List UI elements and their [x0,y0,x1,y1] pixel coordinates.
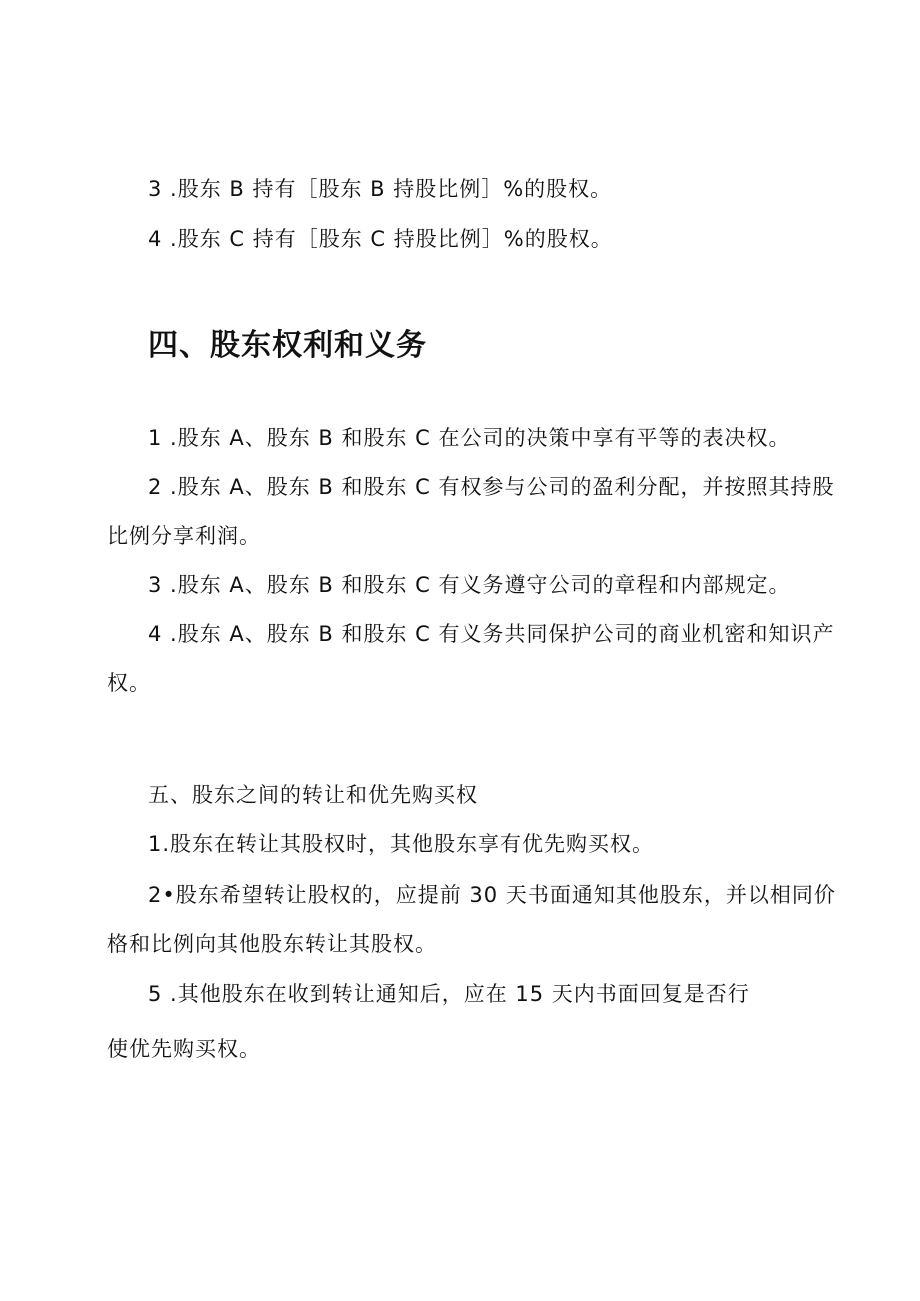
section4-item-1: 1 .股东 A、股东 B 和股东 C 在公司的决策中享有平等的表决权。 [148,426,791,450]
section5-item-5: 5 .其他股东在收到转让通知后，应在 15 天内书面回复是否行 [148,982,750,1006]
section5-heading: 五、股东之间的转让和优先购买权 [148,783,478,807]
section5-item-5-cont: 使优先购买权。 [107,1037,261,1061]
section4-item-3: 3 .股东 A、股东 B 和股东 C 有义务遵守公司的章程和内部规定。 [148,573,791,597]
section5-item-1: 1.股东在转让其股权时，其他股东享有优先购买权。 [148,832,655,856]
section4-item-4: 4 .股东 A、股东 B 和股东 C 有义务共同保护公司的商业机密和知识产 [148,622,835,646]
section4-item-2: 2 .股东 A、股东 B 和股东 C 有权参与公司的盈利分配，并按照其持股 [148,475,835,499]
section5-item-2: 2•股东希望转让股权的，应提前 30 天书面通知其他股东，并以相同价 [148,883,836,907]
section4-item-2-cont: 比例分享利润。 [107,524,261,548]
section4-heading: 四、股东权利和义务 [148,328,427,363]
section4-item-4-cont: 权。 [107,671,151,695]
list-item-shareholder-b: 3 .股东 B 持有［股东 B 持股比例］%的股权。 [148,177,613,201]
section5-item-2-cont: 格和比例向其他股东转让其股权。 [107,932,437,956]
list-item-shareholder-c: 4 .股东 C 持有［股东 C 持股比例］%的股权。 [148,227,613,251]
